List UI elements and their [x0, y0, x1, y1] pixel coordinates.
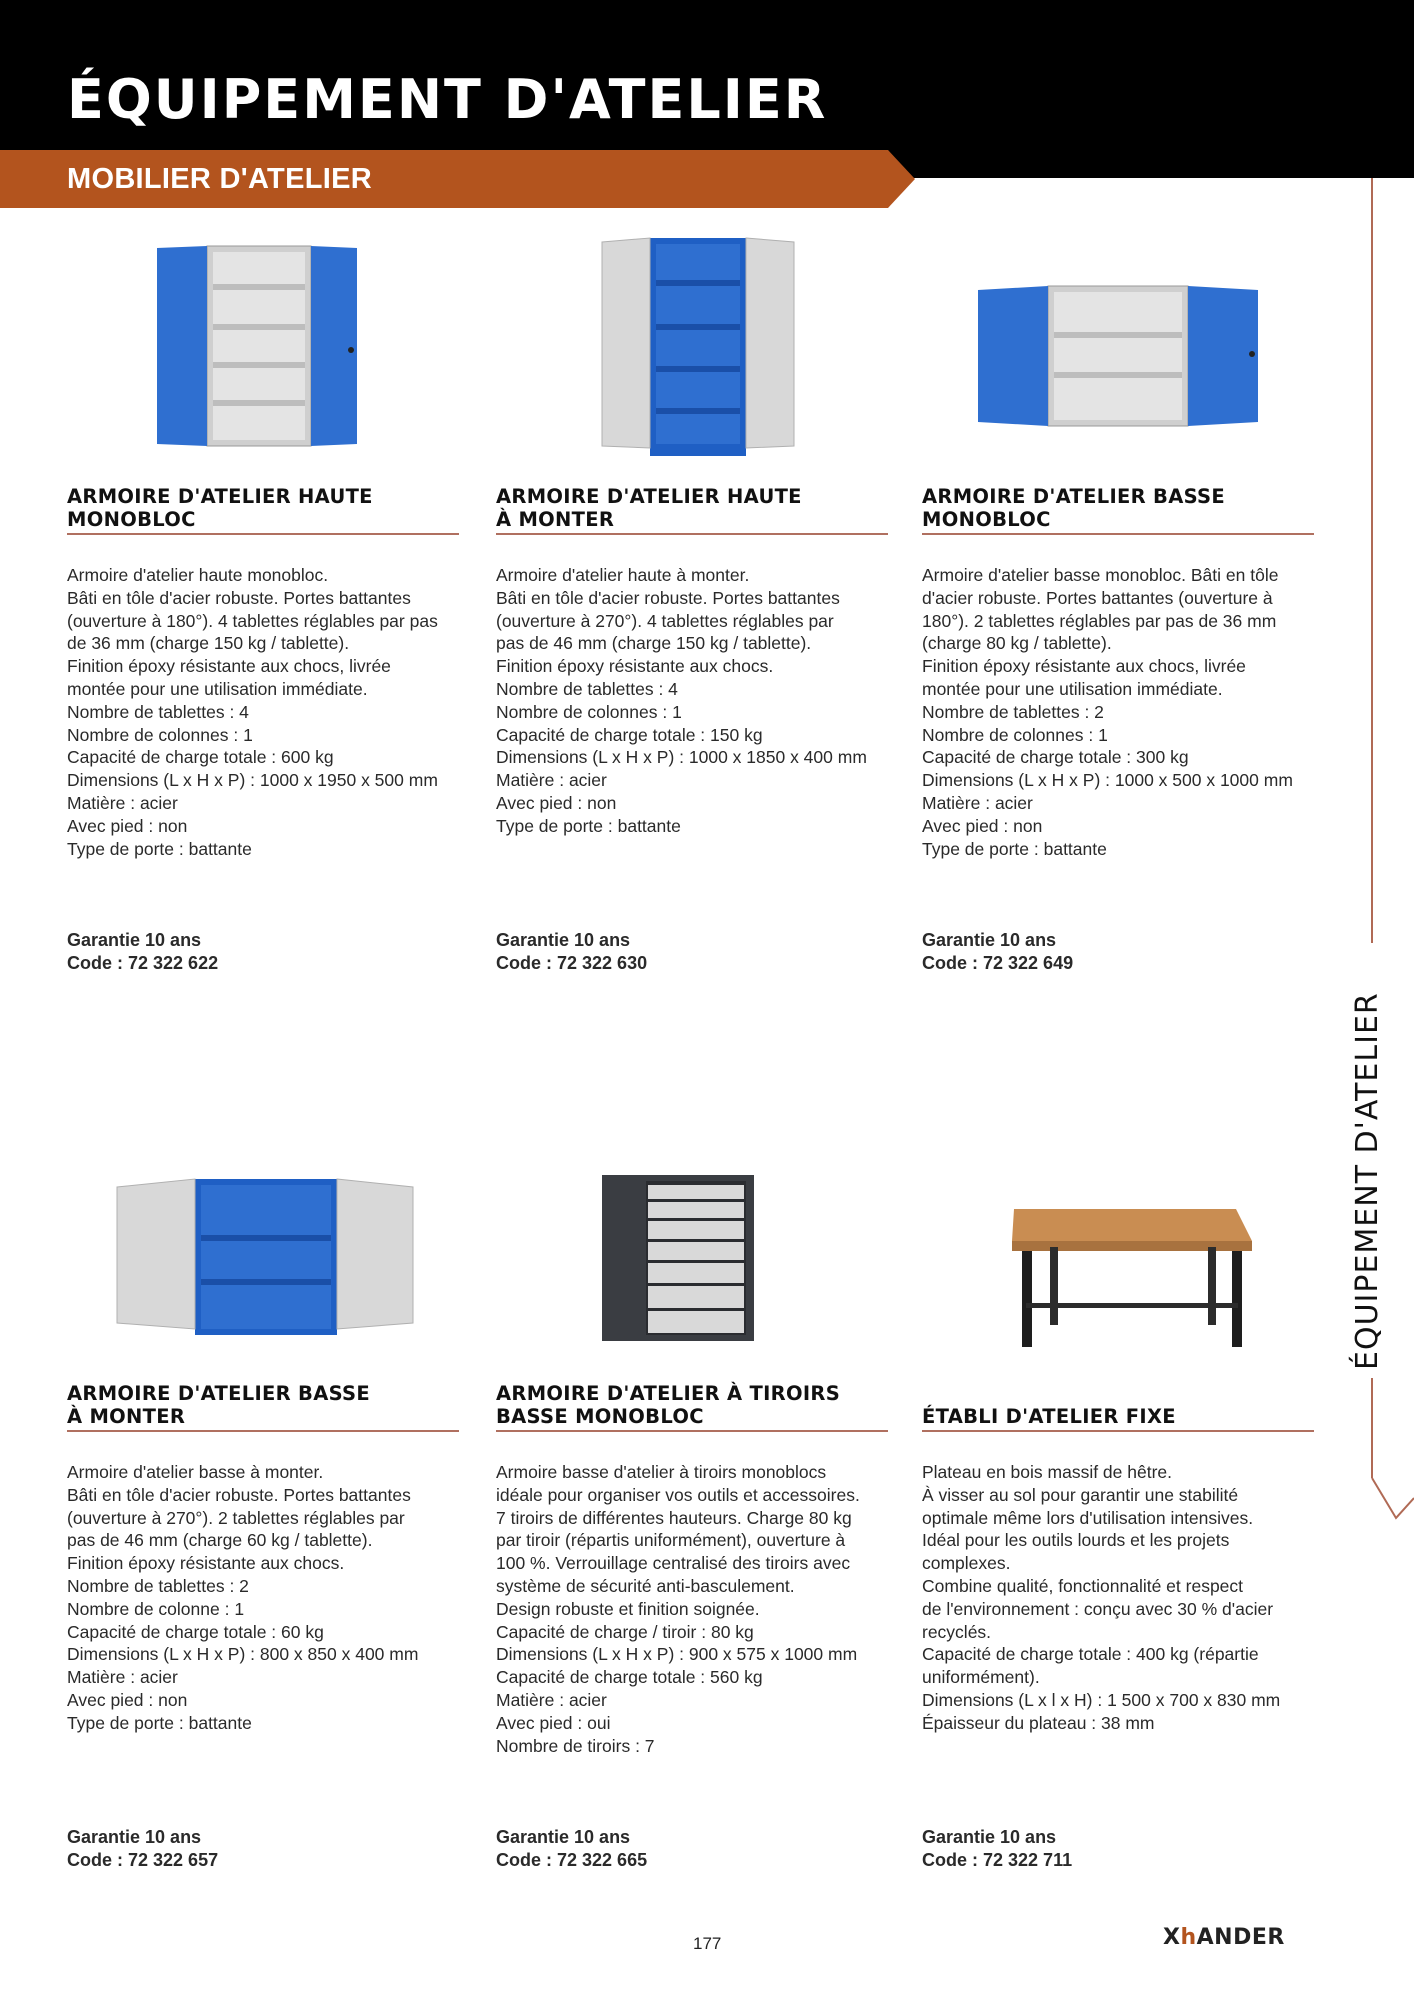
product-description: Armoire d'atelier haute à monter. Bâti en tôle d'acier robuste. Portes battantes (ouverture à 270°). 4 tablettes réglables par pas de 46 mm (charge 150 kg / tablette). Finition époxy résistante aux chocs. Nombre de tablettes : 4 Nombre de colonnes : 1 Capacité de charge totale : 150 kg Dimensions (L x H x P) : 1000 x 1850 x 400 mm Matière : acier Avec pied : non Type de porte : battante [496, 565, 867, 836]
product-image-tall-cabinet-assembly [496, 220, 891, 460]
warranty: Garantie 10 ans [496, 930, 631, 950]
product-image-low-cabinet [922, 220, 1317, 460]
product-description: Armoire basse d'atelier à tiroirs monoblocs idéale pour organiser vos outils et accessoires. 7 tiroirs de différentes hauteurs. Charge 80 kg par tiroir (répartis uniformément), ouverture à 100 %. Verrouillage centralisé des tiroirs avec système de sécurité anti-basculement. Design robuste et finition soignée. Capacité de charge / tiroir : 80 kg Dimensions (L x H x P) : 900 x 575 x 1000 mm Capacité de charge totale : 560 kg Matière : acier Avec pied : oui Nombre de tiroirs : 7 [496, 1462, 860, 1756]
product-footer [496, 929, 647, 975]
product-description: Armoire d'atelier basse monobloc. Bâti en tôle d'acier robuste. Portes battantes (ouverture à 180°). 2 tablettes réglables par pas de 36 mm (charge 80 kg / tablette). Finition époxy résistante aux chocs, livrée montée pour une utilisation immédiate. Nombre de tablettes : 2 Nombre de colonnes : 1 Capacité de charge totale : 300 kg Dimensions (L x H x P) : 1000 x 500 x 1000 mm Matière : acier Avec pied : non Type de porte : battante [922, 565, 1293, 859]
product-code: Code : 72 322 711 [922, 1850, 1073, 1870]
product-name: ÉTABLI D'ATELIER FIXE [922, 1405, 1176, 1428]
product-footer [67, 1826, 218, 1872]
product-name: ARMOIRE D'ATELIER BASSE MONOBLOC [922, 485, 1226, 531]
page-title: ÉQUIPEMENT D'ATELIER [67, 68, 828, 131]
product-image-tall-cabinet [67, 220, 462, 460]
divider [67, 533, 459, 535]
brand-logo: XhANDER [1163, 1925, 1285, 1950]
product-name: ARMOIRE D'ATELIER HAUTE À MONTER [496, 485, 802, 531]
divider [922, 533, 1314, 535]
product-code: Code : 72 322 622 [67, 953, 219, 973]
product-image-workbench [922, 1117, 1317, 1357]
divider [922, 1430, 1314, 1432]
product-footer [922, 929, 1073, 975]
page-number: 177 [693, 1934, 722, 1953]
product-description: Armoire d'atelier basse à monter. Bâti en tôle d'acier robuste. Portes battantes (ouverture à 270°). 2 tablettes réglables par pas de 46 mm (charge 60 kg / tablette). Finition époxy résistante aux chocs. Nombre de tablettes : 2 Nombre de colonne : 1 Capacité de charge totale : 60 kg Dimensions (L x H x P) : 800 x 850 x 400 mm Matière : acier Avec pied : non Type de porte : battante [67, 1462, 419, 1733]
side-section-label: ÉQUIPEMENT D'ATELIER [1350, 992, 1385, 1370]
product-footer [922, 1826, 1072, 1872]
section-title: MOBILIER D'ATELIER [67, 163, 372, 195]
product-name: ARMOIRE D'ATELIER À TIROIRS BASSE MONOBLOC [496, 1382, 841, 1428]
product-footer [496, 1826, 647, 1872]
product-footer [67, 929, 218, 975]
divider [67, 1430, 459, 1432]
product-description: Plateau en bois massif de hêtre. À visser au sol pour garantir une stabilité optimale même lors d'utilisation intensives. Idéal pour les outils lourds et les projets complexes. Combine qualité, fonctionnalité et respect de l'environnement : conçu avec 30 % d'acier recyclés. Capacité de charge totale : 400 kg (répartie uniformément). Dimensions (L x l x H) : 1 500 x 700 x 830 mm Épaisseur du plateau : 38 mm [922, 1462, 1281, 1733]
warranty: Garantie 10 ans [922, 930, 1057, 950]
product-name: ARMOIRE D'ATELIER BASSE À MONTER [67, 1382, 371, 1428]
product-code: Code : 72 322 665 [496, 1850, 648, 1870]
product-code: Code : 72 322 657 [67, 1850, 219, 1870]
product-image-low-cabinet-assembly [67, 1117, 462, 1357]
warranty: Garantie 10 ans [67, 1827, 202, 1847]
warranty: Garantie 10 ans [496, 1827, 631, 1847]
product-name: ARMOIRE D'ATELIER HAUTE MONOBLOC [67, 485, 373, 531]
product-code: Code : 72 322 630 [496, 953, 648, 973]
product-code: Code : 72 322 649 [922, 953, 1074, 973]
divider [496, 533, 888, 535]
product-description: Armoire d'atelier haute monobloc. Bâti en tôle d'acier robuste. Portes battantes (ouverture à 180°). 4 tablettes réglables par pas de 36 mm (charge 150 kg / tablette). Finition époxy résistante aux chocs, livrée montée pour une utilisation immédiate. Nombre de tablettes : 4 Nombre de colonnes : 1 Capacité de charge totale : 600 kg Dimensions (L x H x P) : 1000 x 1950 x 500 mm Matière : acier Avec pied : non Type de porte : battante [67, 565, 438, 859]
warranty: Garantie 10 ans [922, 1827, 1057, 1847]
product-image-drawer-cabinet [496, 1117, 891, 1357]
warranty: Garantie 10 ans [67, 930, 202, 950]
divider [496, 1430, 888, 1432]
